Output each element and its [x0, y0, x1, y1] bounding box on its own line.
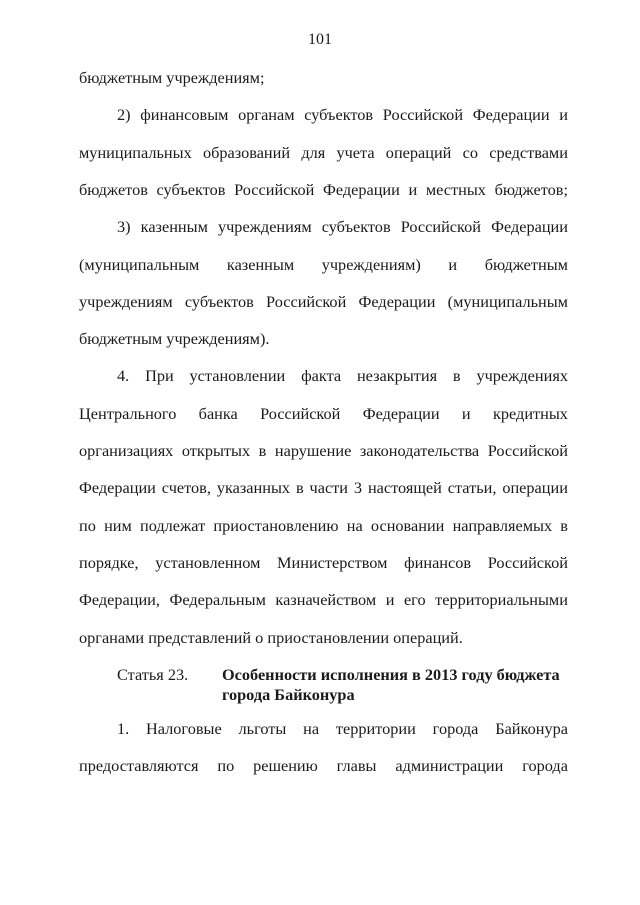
article-title-line-2: города Байконура — [222, 685, 355, 704]
article-body-text-line: 1. Налоговые льготы на территории города Байконура — [117, 719, 568, 738]
body-text-line: учреждениям субъектов Российской Федерации (муниципальным — [79, 291, 568, 311]
article-label: Статья 23. — [117, 665, 189, 684]
body-text-line: 2) финансовым органам субъектов Российской Федерации и — [117, 105, 568, 125]
body-text-line: Федерации, Федеральным казначейством и его территориальными — [79, 590, 568, 610]
article-body-text-line: предоставляются по решению главы администрации города — [79, 756, 568, 776]
body-text-line: бюджетным учреждениям). — [79, 329, 270, 349]
body-text-line: органами представлений о приостановлении операций. — [79, 627, 463, 647]
page-number: 101 — [308, 31, 332, 48]
body-text-line: муниципальных образований для учета операций со средствами — [79, 142, 568, 162]
body-text-line: бюджетов субъектов Российской Федерации и местных бюджетов; — [79, 179, 568, 199]
body-text-line: Федерации счетов, указанных в части 3 настоящей статьи, операции — [79, 478, 568, 498]
body-text-line: порядке, установленном Министерством финансов Российской — [79, 552, 568, 572]
body-text-line: Центрального банка Российской Федерации и кредитных — [79, 403, 568, 423]
body-text-line: 3) казенным учреждениям субъектов Российской Федерации — [117, 217, 568, 237]
article-title-line-1: Особенности исполнения в 2013 году бюджета — [222, 665, 560, 684]
article-title — [222, 665, 582, 705]
body-text-line: бюджетным учреждениям; — [79, 68, 265, 87]
body-text-line: (муниципальным казенным учреждениям) и бюджетным — [79, 254, 568, 274]
body-text-line: 4. При установлении факта незакрытия в учреждениях — [117, 366, 568, 386]
body-text-line: по ним подлежат приостановлению на основании направляемых в — [79, 515, 568, 535]
body-text-line: организациях открытых в нарушение законодательства Российской — [79, 441, 568, 460]
